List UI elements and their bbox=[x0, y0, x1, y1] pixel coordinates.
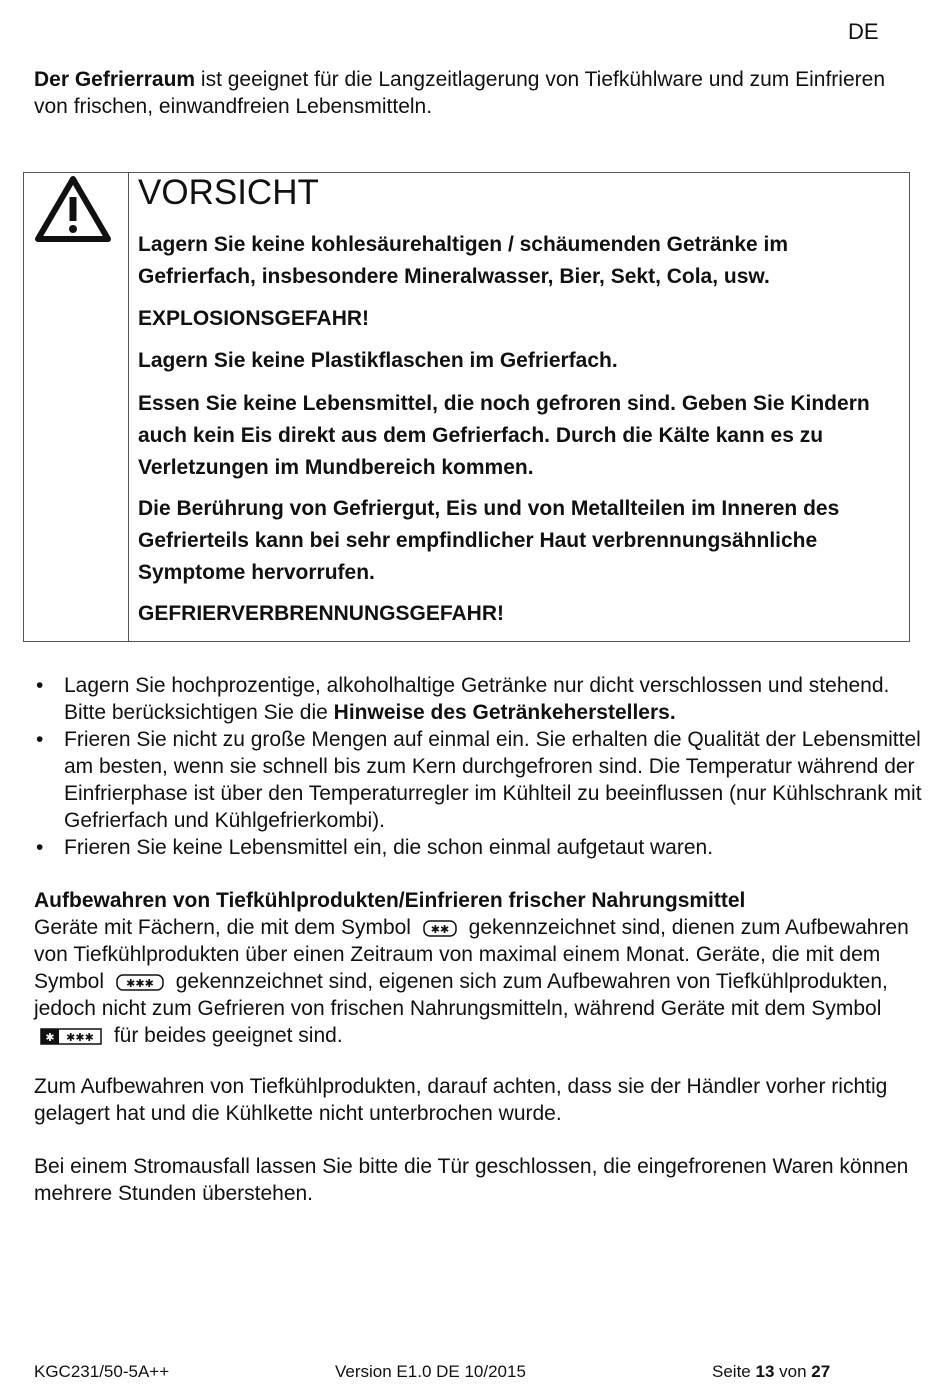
list-item: • Frieren Sie nicht zu große Mengen auf einmal ein. Sie erhalten die Qualität der Lebensmittel am besten, wenn sie schnell bis zum Kern durchgefroren sind. Die Temperatur während der Einfrierphase ist über den Temperaturregler im Kühlteil zu beeinflussen (nur Kühlschrank mit Gefrierfach und Kühlgefrierkombi). bbox=[36, 728, 922, 832]
four-star-symbol-icon bbox=[40, 1028, 102, 1045]
bullet-3-text: Frieren Sie keine Lebensmittel ein, die schon einmal aufgetaut waren. bbox=[64, 836, 714, 859]
svg-text:✱✱: ✱✱ bbox=[430, 922, 450, 936]
caution-paragraph-5: Die Berührung von Gefriergut, Eis und von Metallteilen im Inneren des Gefrierteils kann bei sehr empfindlicher Haut verbrennungsähnliche Symptome hervorrufen. bbox=[138, 497, 840, 584]
storage-text-2: gekennzeichnet sind, dienen zum Aufbewahren von Tiefkühlprodukten über einen Zeitraum von maximal einem Monat. Geräte, die mit dem Symbol bbox=[34, 916, 909, 993]
caution-paragraph-4: Essen Sie keine Lebensmittel, die noch gefroren sind. Geben Sie Kindern auch kein Eis direkt aus dem Gefrierfach. Durch die Kälte kann es zu Verletzungen im Mundbereich kommen. bbox=[138, 392, 870, 479]
caution-paragraph-6: GEFRIERVERBRENNUNGSGEFAHR! bbox=[138, 602, 504, 625]
language-code: DE bbox=[848, 19, 879, 44]
intro-bold: Der Gefrierraum bbox=[34, 68, 196, 91]
caution-title: VORSICHT bbox=[138, 173, 319, 212]
page-mid: von bbox=[774, 1362, 812, 1381]
svg-text:✱✱✱: ✱✱✱ bbox=[126, 976, 154, 990]
bullet-1-bold: Hinweise des Getränkeherstellers. bbox=[333, 701, 676, 724]
intro-text: ist geeignet für die Langzeitlagerung von Tiefkühlware und zum Einfrieren von frischen, einwandfreien Lebensmitteln. bbox=[34, 68, 885, 118]
storage-text-4: für beides geeignet sind. bbox=[113, 1024, 343, 1047]
list-item: • Frieren Sie keine Lebensmittel ein, die schon einmal aufgetaut waren. bbox=[36, 836, 714, 859]
three-star-symbol-icon bbox=[116, 974, 164, 991]
storage-heading: Aufbewahren von Tiefkühlprodukten/Einfrieren frischer Nahrungsmittel bbox=[34, 889, 746, 912]
bullet-1-text: Lagern Sie hochprozentige, alkoholhaltige Getränke nur dicht verschlossen und stehend. Bitte berücksichtigen Sie die bbox=[64, 674, 890, 724]
footer-model: KGC231/50-5A++ bbox=[34, 1362, 170, 1381]
warning-triangle-icon bbox=[33, 173, 113, 247]
storage-section bbox=[34, 887, 924, 1049]
caution-box bbox=[23, 172, 910, 642]
two-star-symbol-icon bbox=[423, 920, 457, 937]
bullet-2-text: Frieren Sie nicht zu große Mengen auf einmal ein. Sie erhalten die Qualität der Lebensmittel am besten, wenn sie schnell bis zum Kern durchgefroren sind. Die Temperatur während der Einfrierphase ist über den Temperaturregler im Kühlteil zu beeinflussen (nur Kühlschrank mit Gefrierfach und Kühlgefrierkombi). bbox=[64, 728, 922, 832]
storage-text-3: gekennzeichnet sind, eigenen sich zum Aufbewahren von Tiefkühlprodukten, jedoch nicht zum Gefrieren von frischen Nahrungsmitteln, während Geräte mit dem Symbol bbox=[34, 970, 888, 1020]
caution-divider bbox=[128, 173, 129, 641]
page-total: 27 bbox=[811, 1362, 831, 1381]
footer-version: Version E1.0 DE 10/2015 bbox=[335, 1362, 526, 1381]
power-outage-paragraph: Bei einem Stromausfall lassen Sie bitte die Tür geschlossen, die eingefrorenen Waren können mehrere Stunden überstehen. bbox=[34, 1155, 909, 1205]
page-current: 13 bbox=[755, 1362, 775, 1381]
footer-page-number bbox=[712, 1362, 830, 1382]
storage-text-1: Geräte mit Fächern, die mit dem Symbol bbox=[34, 916, 411, 939]
page-prefix: Seite bbox=[712, 1362, 756, 1381]
svg-text:✱: ✱ bbox=[45, 1030, 55, 1044]
caution-paragraph-1: Lagern Sie keine kohlesäurehaltigen / schäumenden Getränke im Gefrierfach, insbesondere Mineralwasser, Bier, Sekt, Cola, usw. bbox=[138, 233, 789, 288]
list-item: • Lagern Sie hochprozentige, alkoholhaltige Getränke nur dicht verschlossen und stehend. Bitte berücksichtigen Sie die Hinweise des Getränkeherstellers. bbox=[36, 674, 890, 724]
intro-paragraph bbox=[34, 66, 914, 120]
caution-paragraph-2: EXPLOSIONSGEFAHR! bbox=[138, 307, 370, 330]
bullet-list bbox=[34, 672, 924, 861]
cold-chain-paragraph: Zum Aufbewahren von Tiefkühlprodukten, darauf achten, dass sie der Händler vorher richtig gelagert hat und die Kühlkette nicht unterbrochen wurde. bbox=[34, 1075, 888, 1125]
svg-text:✱✱✱: ✱✱✱ bbox=[66, 1030, 94, 1044]
caution-paragraph-3: Lagern Sie keine Plastikflaschen im Gefrierfach. bbox=[138, 349, 618, 372]
